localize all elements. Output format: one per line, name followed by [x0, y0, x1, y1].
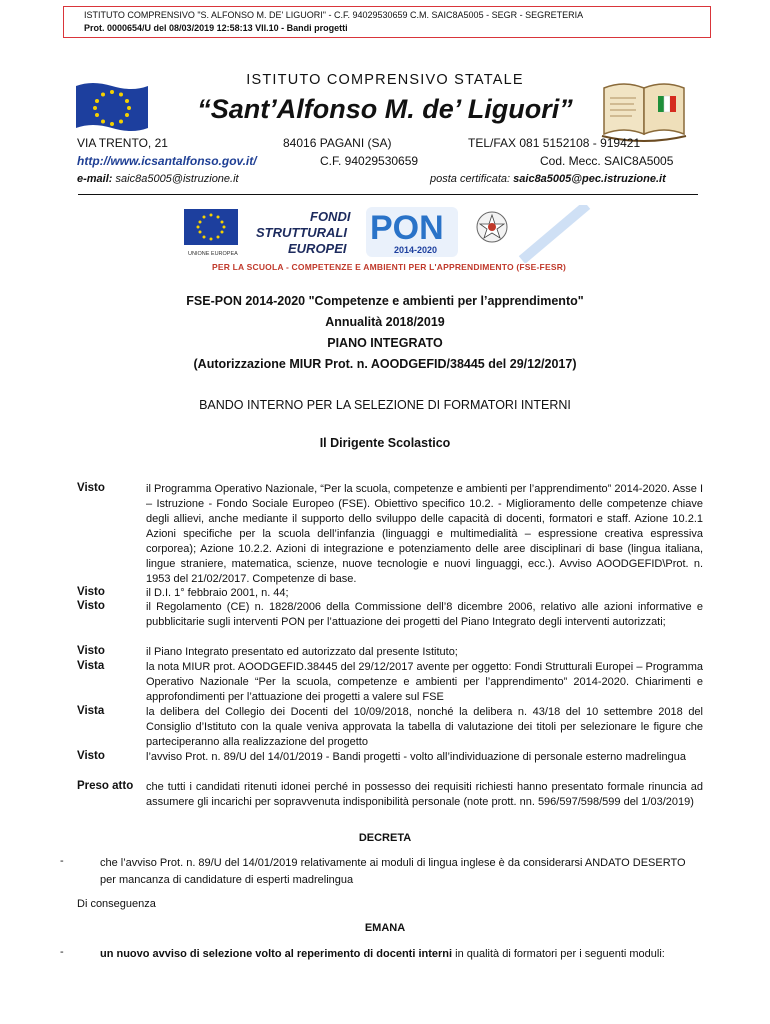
premise-label: Vista: [77, 705, 105, 717]
pon-ribbon: PER LA SCUOLA - COMPETENZE E AMBIENTI PER L'APPRENDIMENTO (FSE-FESR): [212, 262, 567, 272]
pec-line: [430, 173, 666, 185]
mecc-code: Cod. Mecc. SAIC8A5005: [540, 154, 674, 168]
decreta-item: che l’avviso Prot. n. 89/U del 14/01/2019 relativamente ai moduli di lingua inglese è da considerarsi ANDATO DESERTO per mancanza di candidature di esperti madrelingua: [100, 857, 686, 886]
premise-text: la delibera del Collegio dei Docenti del 10/09/2018, nonché la delibera n. 43/18 del 10 settembre 2018 del Consiglio d’Istituto con la quale veniva approvata la tabella di valutazione dei titoli per selezionare le figure che parteciperanno alla realizzazione del progetto: [146, 706, 703, 748]
email-label: e-mail:: [77, 173, 113, 185]
premise-label: Visto: [77, 586, 105, 598]
emana-item: [100, 946, 700, 963]
premise-text: il Programma Operativo Nazionale, “Per la scuola, competenze e ambienti per l’apprendimento” 2014-2020. Asse I – Istruzione - Fondo Sociale Europeo (FSE). Obiettivo specifico 10.2. - Miglioramento delle competenze chiave degli allievi, anche mediante il supporto dello sviluppo delle capacità di docenti, formatori e staff. Azione 10.2.1 Azioni specifiche per la scuola dell’infanzia (linguaggi e multimedialità – espressione creativa espressiva corporea); Azione 10.2.2. Azioni di integrazione e potenziamento delle aree disciplinari di base (lingua italiana, lingue straniere, matematica, scienze, nuove tecnologie e nuovi linguaggi, ecc.). Avviso AOODGEFID\Prot. n. 1953 del 21/02/2017. Competenze di base.: [146, 483, 704, 585]
pon-years: 2014-2020: [394, 245, 438, 255]
heading-line-1: FSE-PON 2014-2020 "Competenze e ambienti per l’apprendimento": [186, 294, 584, 308]
premise-label: Visto: [77, 600, 105, 612]
school-type: ISTITUTO COMPRENSIVO STATALE: [246, 72, 524, 88]
premise-label: Vista: [77, 660, 105, 672]
fondi-line-1: FONDI: [310, 209, 351, 224]
pec-label: posta certificata:: [430, 173, 511, 185]
emana-rest: in qualità di formatori per i seguenti moduli:: [452, 948, 665, 960]
premise-text: la nota MIUR prot. AOODGEFID.38445 del 29/12/2017 avente per oggetto: Fondi Strutturali Europei – Programma Operativo Nazionale “Per la scuola, competenze e ambienti per l’apprendimento” 2014-2020. Chiarimenti e approfondimenti per l’attuazione dei progetti a valere sul FSE: [146, 661, 703, 703]
conseguenza-text: Di conseguenza: [77, 898, 156, 910]
premise-label: Preso atto: [77, 780, 134, 792]
republic-emblem-icon: [477, 212, 507, 242]
fiscal-code: C.F. 94029530659: [320, 154, 419, 168]
premise-label: Visto: [77, 645, 105, 657]
pon-logo: PON: [370, 209, 444, 247]
protocol-stamp: [63, 6, 711, 38]
email-link[interactable]: saic8a5005@istruzione.it: [115, 173, 239, 185]
ue-caption: UNIONE EUROPEA: [188, 251, 238, 257]
pec-link[interactable]: saic8a5005@pec.istruzione.it: [513, 173, 666, 185]
phone: TEL/FAX 081 5152108 - 919421: [468, 136, 641, 150]
header-divider: [78, 194, 698, 195]
emana-title: EMANA: [364, 922, 406, 934]
premise-label: Visto: [77, 750, 105, 762]
fondi-line-3: EUROPEI: [288, 241, 347, 256]
school-name: “Sant’Alfonso M. de’ Liguori”: [197, 94, 573, 124]
address: VIA TRENTO, 21: [77, 136, 168, 150]
premise-text: il D.I. 1° febbraio 2001, n. 44;: [146, 587, 289, 599]
decreta-title: DECRETA: [358, 832, 412, 844]
stamp-line-1: ISTITUTO COMPRENSIVO "S. ALFONSO M. DE' LIGUORI" - C.F. 94029530659 C.M. SAIC8A5005 - SEGR - SEGRETERIA: [84, 10, 584, 20]
pon-logos-banner: [182, 205, 592, 263]
emana-bold: un nuovo avviso di selezione volto al reperimento di docenti interni: [100, 948, 453, 960]
premise-label: Visto: [77, 482, 105, 494]
heading-line-4: (Autorizzazione MIUR Prot. n. AOODGEFID/38445 del 29/12/2017): [193, 357, 577, 371]
bullet-dash: -: [60, 946, 64, 958]
website-link[interactable]: http://www.icsantalfonso.gov.it/: [77, 154, 257, 168]
premise-text: l’avviso Prot. n. 89/U del 14/01/2019 - Bandi progetti - volto all’individuazione di personale esterno madrelingua: [146, 751, 686, 763]
premise-text: che tutti i candidati ritenuti idonei perché in possesso dei requisiti richiesti hanno presentato formale rinuncia ad assumere gli incarichi per sopravvenuta indisponibilità personale (note prott. nn. 596/597/598/599 del 1/03/2019): [146, 781, 703, 808]
dirigente-title: Il Dirigente Scolastico: [319, 436, 451, 450]
premise-text: il Regolamento (CE) n. 1828/2006 della Commissione dell’8 dicembre 2006, relativo alle azioni informative e pubblicitarie sugli interventi PON per l’attuazione dei progetti del Piano Integrato degli interventi autorizzati;: [146, 601, 703, 628]
city: 84016 PAGANI (SA): [283, 136, 392, 150]
heading-line-3: PIANO INTEGRATO: [327, 336, 443, 350]
premise-text: il Piano Integrato presentato ed autorizzato dal presente Istituto;: [146, 646, 458, 658]
email-line: [77, 173, 239, 185]
stamp-line-2: Prot. 0000654/U del 08/03/2019 12:58:13 VII.10 - Bandi progetti: [84, 23, 348, 33]
bullet-dash: -: [60, 855, 64, 867]
heading-line-2: Annualità 2018/2019: [325, 315, 445, 329]
fondi-line-2: STRUTTURALI: [256, 225, 347, 240]
bando-title: BANDO INTERNO PER LA SELEZIONE DI FORMATORI INTERNI: [199, 398, 571, 412]
